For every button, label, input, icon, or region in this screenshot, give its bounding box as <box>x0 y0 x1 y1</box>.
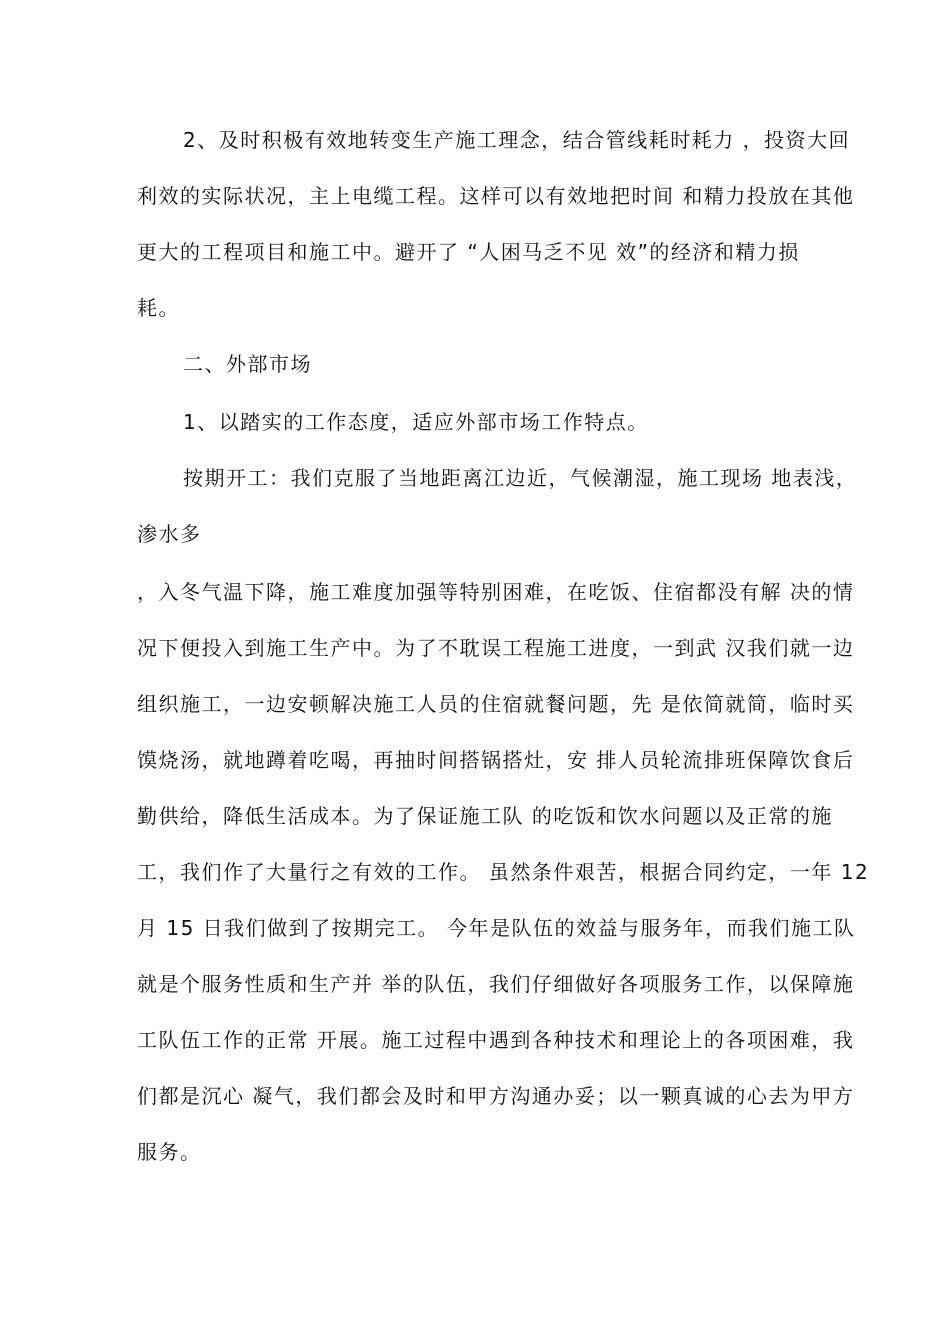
paragraph-line: 耗。 <box>137 296 180 320</box>
paragraph-line: 2、及时积极有效地转变生产施工理念，结合管线耗时耗力 ，投资大回 <box>183 128 851 152</box>
paragraph-line: 工，我们作了大量行之有效的工作。 虽然条件艰苦，根据合同约定，一年 12 <box>137 860 870 884</box>
paragraph-line: 渗水多 <box>137 522 202 546</box>
section-heading: 二、外部市场 <box>183 352 312 376</box>
paragraph-line: 月 15 日我们做到了按期完工。 今年是队伍的效益与服务年，而我们施工队 <box>137 916 856 940</box>
paragraph-line: 更大的工程项目和施工中。避开了 “人困马乏不见 效”的经济和精力损 <box>137 240 800 264</box>
paragraph-line: ，入冬气温下降，施工难度加强等特别困难，在吃饭、住宿都没有解 决的情 <box>137 580 855 604</box>
paragraph-line: 按期开工：我们克服了当地距离江边近，气候潮湿，施工现场 地表浅， <box>183 466 858 490</box>
paragraph-line: 勤供给，降低生活成本。为了保证施工队 的吃饭和饮水问题以及正常的施 <box>137 804 833 828</box>
subsection-heading: 1、以踏实的工作态度，适应外部市场工作特点。 <box>183 410 649 434</box>
paragraph-line: 组织施工，一边安顿解决施工人员的住宿就餐问题，先 是依简就简，临时买 <box>137 692 855 716</box>
paragraph-line: 馍烧汤，就地蹲着吃喝，再抽时间搭锅搭灶，安 排人员轮流排班保障饮食后 <box>137 748 855 772</box>
paragraph-line: 就是个服务性质和生产并 举的队伍，我们仔细做好各项服务工作，以保障施 <box>137 972 855 996</box>
paragraph-line: 服务。 <box>137 1140 202 1164</box>
paragraph-line: 工队伍工作的正常 开展。施工过程中遇到各种技术和理论上的各项困难，我 <box>137 1028 855 1052</box>
paragraph-line: 况下便投入到施工生产中。为了不耽误工程施工进度，一到武 汉我们就一边 <box>137 636 855 660</box>
paragraph-line: 利效的实际状况，主上电缆工程。这样可以有效地把时间 和精力投放在其他 <box>137 184 855 208</box>
paragraph-line: 们都是沉心 凝气，我们都会及时和甲方沟通办妥；以一颗真诚的心去为甲方 <box>137 1084 855 1108</box>
